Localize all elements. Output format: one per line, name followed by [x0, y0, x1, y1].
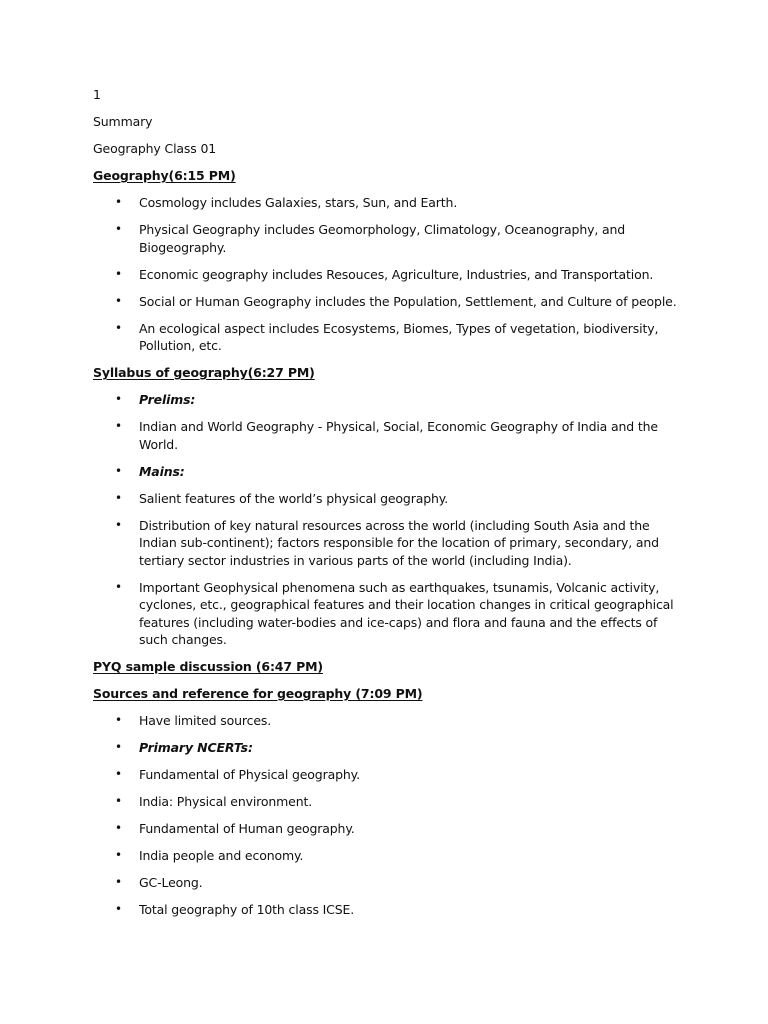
list-item-text: Prelims: — [139, 392, 196, 407]
list-item — [93, 739, 683, 757]
list-item-text: Important Geophysical phenomena such as earthquakes, tsunamis, Volcanic activity, cyclones, etc., geographical features and their location changes in critical geographical features (including water-bodies and ice-caps) and flora and fauna and the effects of such changes. — [139, 579, 674, 647]
section-heading: Geography(6:15 PM) — [93, 168, 236, 183]
bullet-icon: • — [115, 713, 122, 727]
summary-label: Summary — [93, 114, 153, 129]
list-item-text: Fundamental of Physical geography. — [139, 767, 360, 782]
bullet-icon: • — [115, 579, 122, 594]
list-item — [93, 418, 683, 453]
list-item-text: Economic geography includes Resouces, Agriculture, Industries, and Transportation. — [139, 266, 654, 282]
list-item — [93, 266, 683, 284]
list-item — [93, 194, 683, 212]
bullet-list — [93, 194, 683, 355]
bullet-icon: • — [115, 266, 122, 281]
list-item — [93, 490, 683, 508]
list-item — [93, 463, 683, 481]
section-heading: Sources and reference for geography (7:09 PM) — [93, 686, 423, 701]
bullet-icon: • — [115, 767, 122, 781]
list-item — [93, 712, 683, 730]
bullet-icon: • — [115, 490, 122, 505]
list-item-text: Salient features of the world’s physical geography. — [139, 490, 449, 506]
bullet-icon: • — [115, 222, 122, 236]
bullet-list — [93, 391, 683, 649]
list-item-text: Physical Geography includes Geomorphology, Climatology, Oceanography, and Biogeography. — [139, 222, 626, 255]
list-item — [93, 391, 683, 409]
bullet-list — [93, 712, 683, 919]
list-item — [93, 293, 683, 311]
bullet-icon: • — [115, 794, 122, 808]
section-heading: PYQ sample discussion (6:47 PM) — [93, 659, 323, 674]
list-item — [93, 793, 683, 811]
list-item — [93, 820, 683, 838]
list-item-text: GC-Leong. — [139, 875, 203, 890]
list-item — [93, 320, 683, 355]
list-item-text: Fundamental of Human geography. — [139, 821, 355, 836]
list-item-text: Indian and World Geography - Physical, Social, Economic Geography of India and the World. — [139, 419, 658, 452]
document-page — [93, 86, 683, 928]
bullet-icon: • — [115, 848, 122, 862]
list-item — [93, 517, 683, 570]
list-item — [93, 901, 683, 919]
bullet-icon: • — [115, 419, 122, 433]
bullet-icon: • — [115, 293, 122, 308]
list-item-text: An ecological aspect includes Ecosystems, Biomes, Types of vegetation, biodiversity, Pollution, etc. — [139, 320, 659, 353]
list-item-text: Mains: — [139, 463, 185, 479]
bullet-icon: • — [115, 902, 122, 916]
list-item — [93, 847, 683, 865]
list-item-text: Total geography of 10th class ICSE. — [139, 902, 355, 917]
bullet-icon: • — [115, 740, 122, 754]
list-item-text: Primary NCERTs: — [139, 740, 253, 755]
list-item — [93, 221, 683, 256]
class-title: Geography Class 01 — [93, 141, 217, 156]
bullet-icon: • — [115, 392, 122, 406]
list-item-text: India: Physical environment. — [139, 794, 313, 809]
bullet-icon: • — [115, 463, 122, 478]
list-item — [93, 579, 683, 649]
list-item-text: India people and economy. — [139, 848, 304, 863]
bullet-icon: • — [115, 517, 122, 532]
list-item — [93, 874, 683, 892]
section-heading: Syllabus of geography(6:27 PM) — [93, 365, 315, 380]
list-item-text: Distribution of key natural resources across the world (including South Asia and the Indian sub-continent); factors responsible for the location of primary, secondary, and tertiary sector industries in various parts of the world (including India). — [139, 517, 659, 568]
list-item-text: Social or Human Geography includes the Population, Settlement, and Culture of people. — [139, 293, 677, 309]
bullet-icon: • — [115, 875, 122, 889]
page-number: 1 — [93, 87, 101, 102]
bullet-icon: • — [115, 821, 122, 835]
notes-sections — [93, 167, 683, 919]
bullet-icon: • — [115, 195, 122, 209]
list-item-text: Cosmology includes Galaxies, stars, Sun, and Earth. — [139, 195, 458, 210]
list-item-text: Have limited sources. — [139, 713, 272, 728]
list-item — [93, 766, 683, 784]
bullet-icon: • — [115, 320, 122, 335]
